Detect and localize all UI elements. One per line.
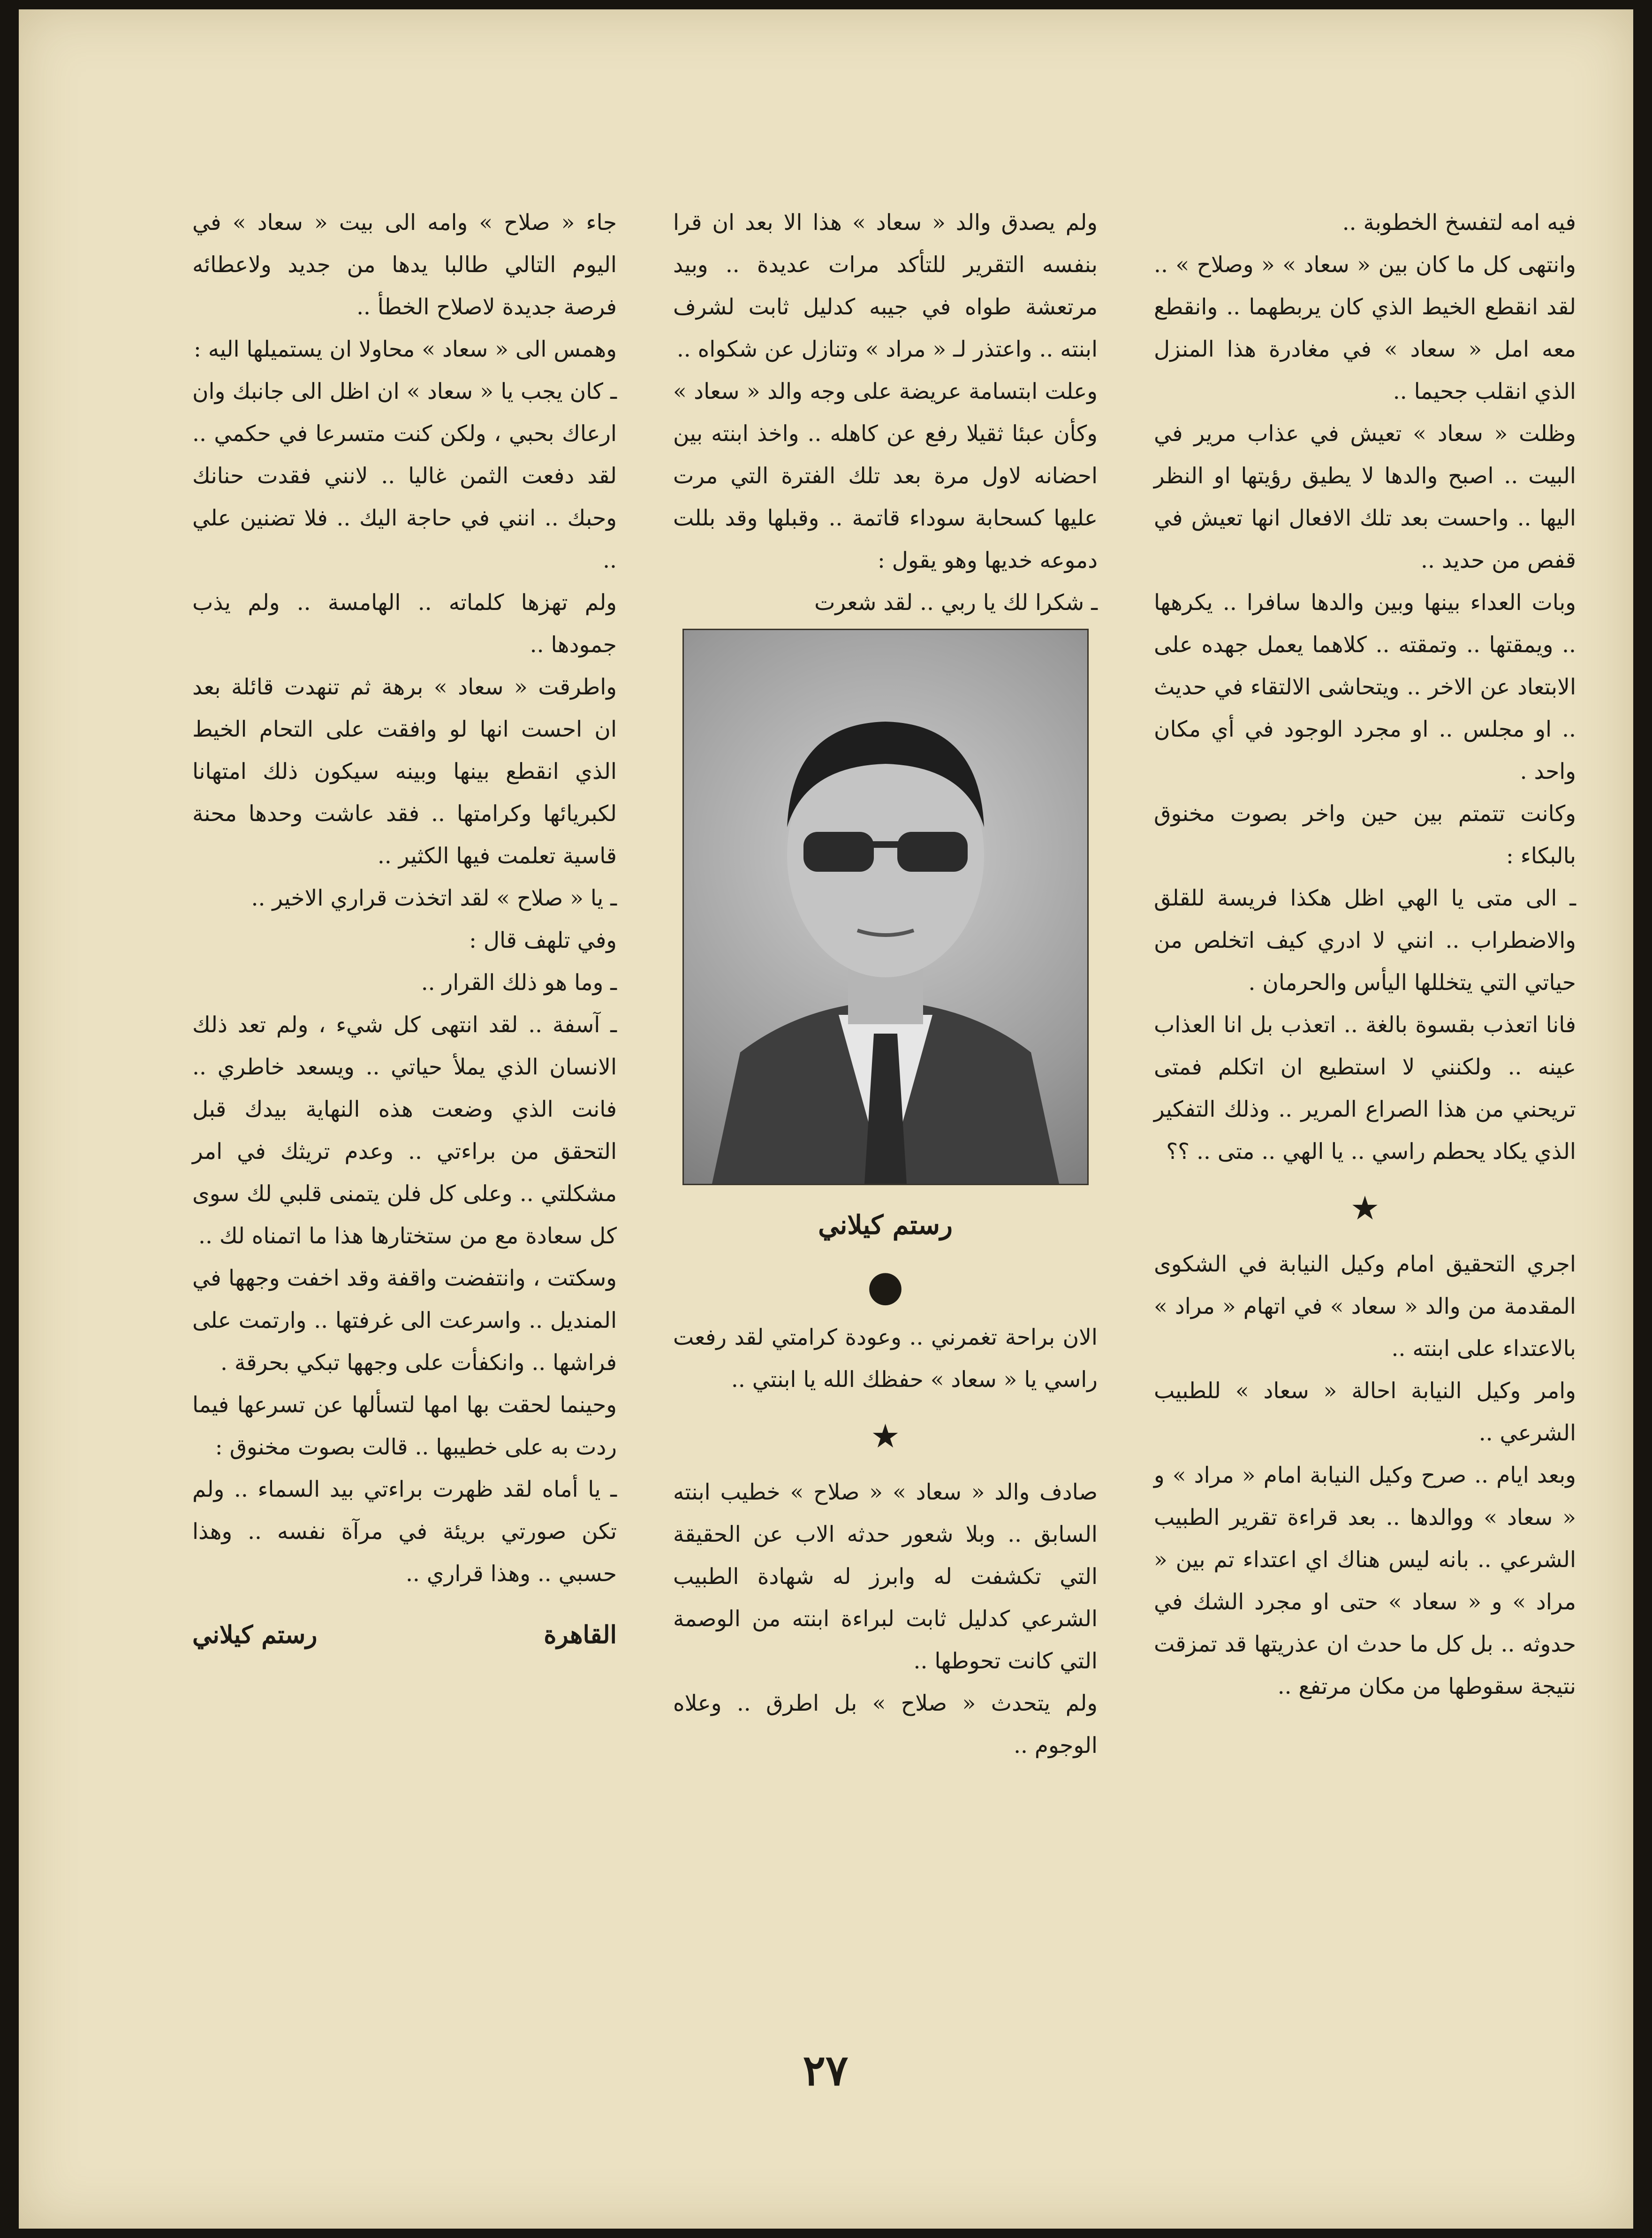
paragraph: وسكتت ، وانتفضت واقفة وقد اخفت وجهها في المنديل .. واسرعت الى غرفتها .. وارتمت على فراشها .. وانكفأت على وجهها تبكي بحرقة . [192, 1265, 617, 1376]
paragraph: فيه امه لتفسخ الخطوبة .. [1342, 210, 1576, 236]
paragraph: وانتهى كل ما كان بين « سعاد » « وصلاح » .. لقد انقطع الخيط الذي كان يربطهما .. وانقطع معه امل « سعاد » في مغادرة هذا المنزل الذي انقلب جحيما .. [1154, 252, 1576, 404]
paragraph: وعلت ابتسامة عريضة على وجه والد « سعاد » وكأن عبئا ثقيلا رفع عن كاهله .. واخذ ابنته بين احضانه لاول مرة بعد تلك الفترة التي مرت عليها كسحابة سوداء قاتمة .. وقبلها وقد بللت دموعه خديها وهو يقول : [673, 379, 1098, 573]
paragraph: ـ يا « صلاح » لقد اتخذت قراري الاخير .. [251, 885, 617, 911]
paragraph: ـ كان يجب يا « سعاد » ان اظل الى جانبك وان ارعاك بحبي ، ولكن كنت متسرعا في حكمي .. لقد دفعت الثمن غاليا .. لانني فقدت حنانك وحبك .. انني في حاجة اليك .. فلا تضنين علي .. [192, 379, 617, 573]
paragraph: وبعد ايام .. صرح وكيل النيابة امام « مراد » و « سعاد » ووالدها .. بعد قراءة تقرير الطبيب الشرعي .. بانه ليس هناك اي اعتداء تم بين « مراد » و « سعاد » حتى او مجرد الشك في حدوثه .. بل كل ما حدث ان عذريتها قد تمزقت نتيجة سقوطها من مكان مرتفع .. [1154, 1462, 1576, 1699]
paragraph: ـ شكرا لك يا ربي .. لقد شعرت [814, 590, 1098, 616]
paragraph: وهمس الى « سعاد » محاولا ان يستميلها اليه : [194, 336, 617, 362]
paragraph: وحينما لحقت بها امها لتسألها عن تسرعها فيما ردت به على خطيبها .. قالت بصوت مخنوق : [192, 1392, 617, 1460]
paragraph: ولم يتحدث « صلاح » بل اطرق .. وعلاه الوجوم .. [673, 1690, 1098, 1758]
author-portrait-image [684, 630, 1087, 1184]
paragraph: صادف والد « سعاد » « صلاح » خطيب ابنته السابق .. وبلا شعور حدثه الاب عن الحقيقة التي تكشفت له وابرز له شهادة الطبيب الشرعي كدليل ثابت لبراءة ابنته من الوصمة التي كانت تحوطها .. [673, 1479, 1098, 1674]
paragraph: ـ الى متى يا الهي اظل هكذا فريسة للقلق والاضطراب .. انني لا ادري كيف اتخلص من حياتي التي يتخللها اليأس والحرمان . [1154, 885, 1576, 996]
magazine-page [19, 9, 1633, 2229]
paragraph: وظلت « سعاد » تعيش في عذاب مرير في البيت .. اصبح والدها لا يطيق رؤيتها او النظر اليها .. واحست بعد تلك الافعال انها تعيش في قفص من حديد .. [1154, 421, 1576, 573]
paragraph: واطرقت « سعاد » برهة ثم تنهدت قائلة بعد ان احست انها لو وافقت على التحام الخيط الذي انقطع بينها وبينه سيكون ذلك امتهانا لكبريائها وكرامتها .. فقد عاشت وحدها محنة قاسية تعلمت فيها الكثير .. [192, 674, 617, 869]
paragraph: اجري التحقيق امام وكيل النيابة في الشكوى المقدمة من والد « سعاد » في اتهام « مراد » بالاعتداء على ابنته .. [1154, 1251, 1576, 1362]
bullet-separator: ● [867, 1261, 904, 1310]
paragraph: ولم يصدق والد « سعاد » هذا الا بعد ان قرا بنفسه التقرير للتأكد مرات عديدة .. وبيد مرتعشة طواه في جيبه كدليل ثابت لشرف ابنته .. واعتذر لـ « مراد » وتنازل عن شكواه .. [673, 210, 1098, 362]
signature-city: القاهرة [544, 1621, 617, 1649]
left-column [192, 202, 617, 1656]
paragraph: وبات العداء بينها وبين والدها سافرا .. يكرهها .. ويمقتها .. وتمقته .. كلاهما يعمل جهده على الابتعاد عن الاخر .. ويتحاشى الالتقاء في حديث .. او مجلس .. او مجرد الوجود في أي مكان واحد . [1154, 590, 1576, 784]
paragraph: ـ يا أماه لقد ظهرت براءتي بيد السماء .. ولم تكن صورتي بريئة في مرآة نفسه .. وهذا حسبي .. وهذا قراري .. [192, 1477, 617, 1587]
paragraph: وامر وكيل النيابة احالة « سعاد » للطبيب الشرعي .. [1154, 1378, 1576, 1446]
paragraph: وفي تلهف قال : [469, 928, 617, 953]
paragraph: الان براحة تغمرني .. وعودة كرامتي لقد رفعت راسي يا « سعاد » حفظك الله يا ابنتي .. [673, 1325, 1098, 1393]
photo-caption: رستم كيلاني [818, 1210, 953, 1241]
paragraph: ـ وما هو ذلك القرار .. [421, 970, 617, 996]
star-separator: ★ [1350, 1189, 1380, 1227]
paragraph: فانا اتعذب بقسوة بالغة .. اتعذب بل انا العذاب عينه .. ولكنني لا استطيع ان اتكلم فمتى تريحني من هذا الصراع المرير .. وذلك التفكير الذي يكاد يحطم راسي .. يا الهي .. متى .. ؟؟ [1154, 1012, 1576, 1165]
author-photo [682, 629, 1089, 1185]
paragraph: ـ آسفة .. لقد انتهى كل شيء ، ولم تعد ذلك الانسان الذي يملأ حياتي .. ويسعد خاطري .. فانت الذي وضعت هذه النهاية بيدك قبل التحقق من براءتي .. وعدم تريثك في امر مشكلتي .. وعلى كل فلن يتمنى قلبي لك سوى كل سعادة مع من ستختارها هذا ما اتمناه لك .. [192, 1012, 617, 1249]
signature-author: رستم كيلاني [192, 1621, 318, 1649]
middle-column [673, 202, 1098, 1767]
star-separator: ★ [871, 1417, 900, 1455]
right-column [1154, 202, 1576, 1708]
paragraph: ولم تهزها كلماته .. الهامسة .. ولم يذب جمودها .. [192, 590, 617, 658]
page-number: ٢٧ [803, 2046, 849, 2095]
paragraph: وكانت تتمتم بين حين واخر بصوت مخنوق بالبكاء : [1154, 801, 1576, 869]
paragraph: جاء « صلاح » وامه الى بيت « سعاد » في اليوم التالي طالبا يدها من جديد ولاعطائه فرصة جديدة لاصلاح الخطأ .. [192, 210, 617, 320]
article-signature [192, 1614, 617, 1656]
